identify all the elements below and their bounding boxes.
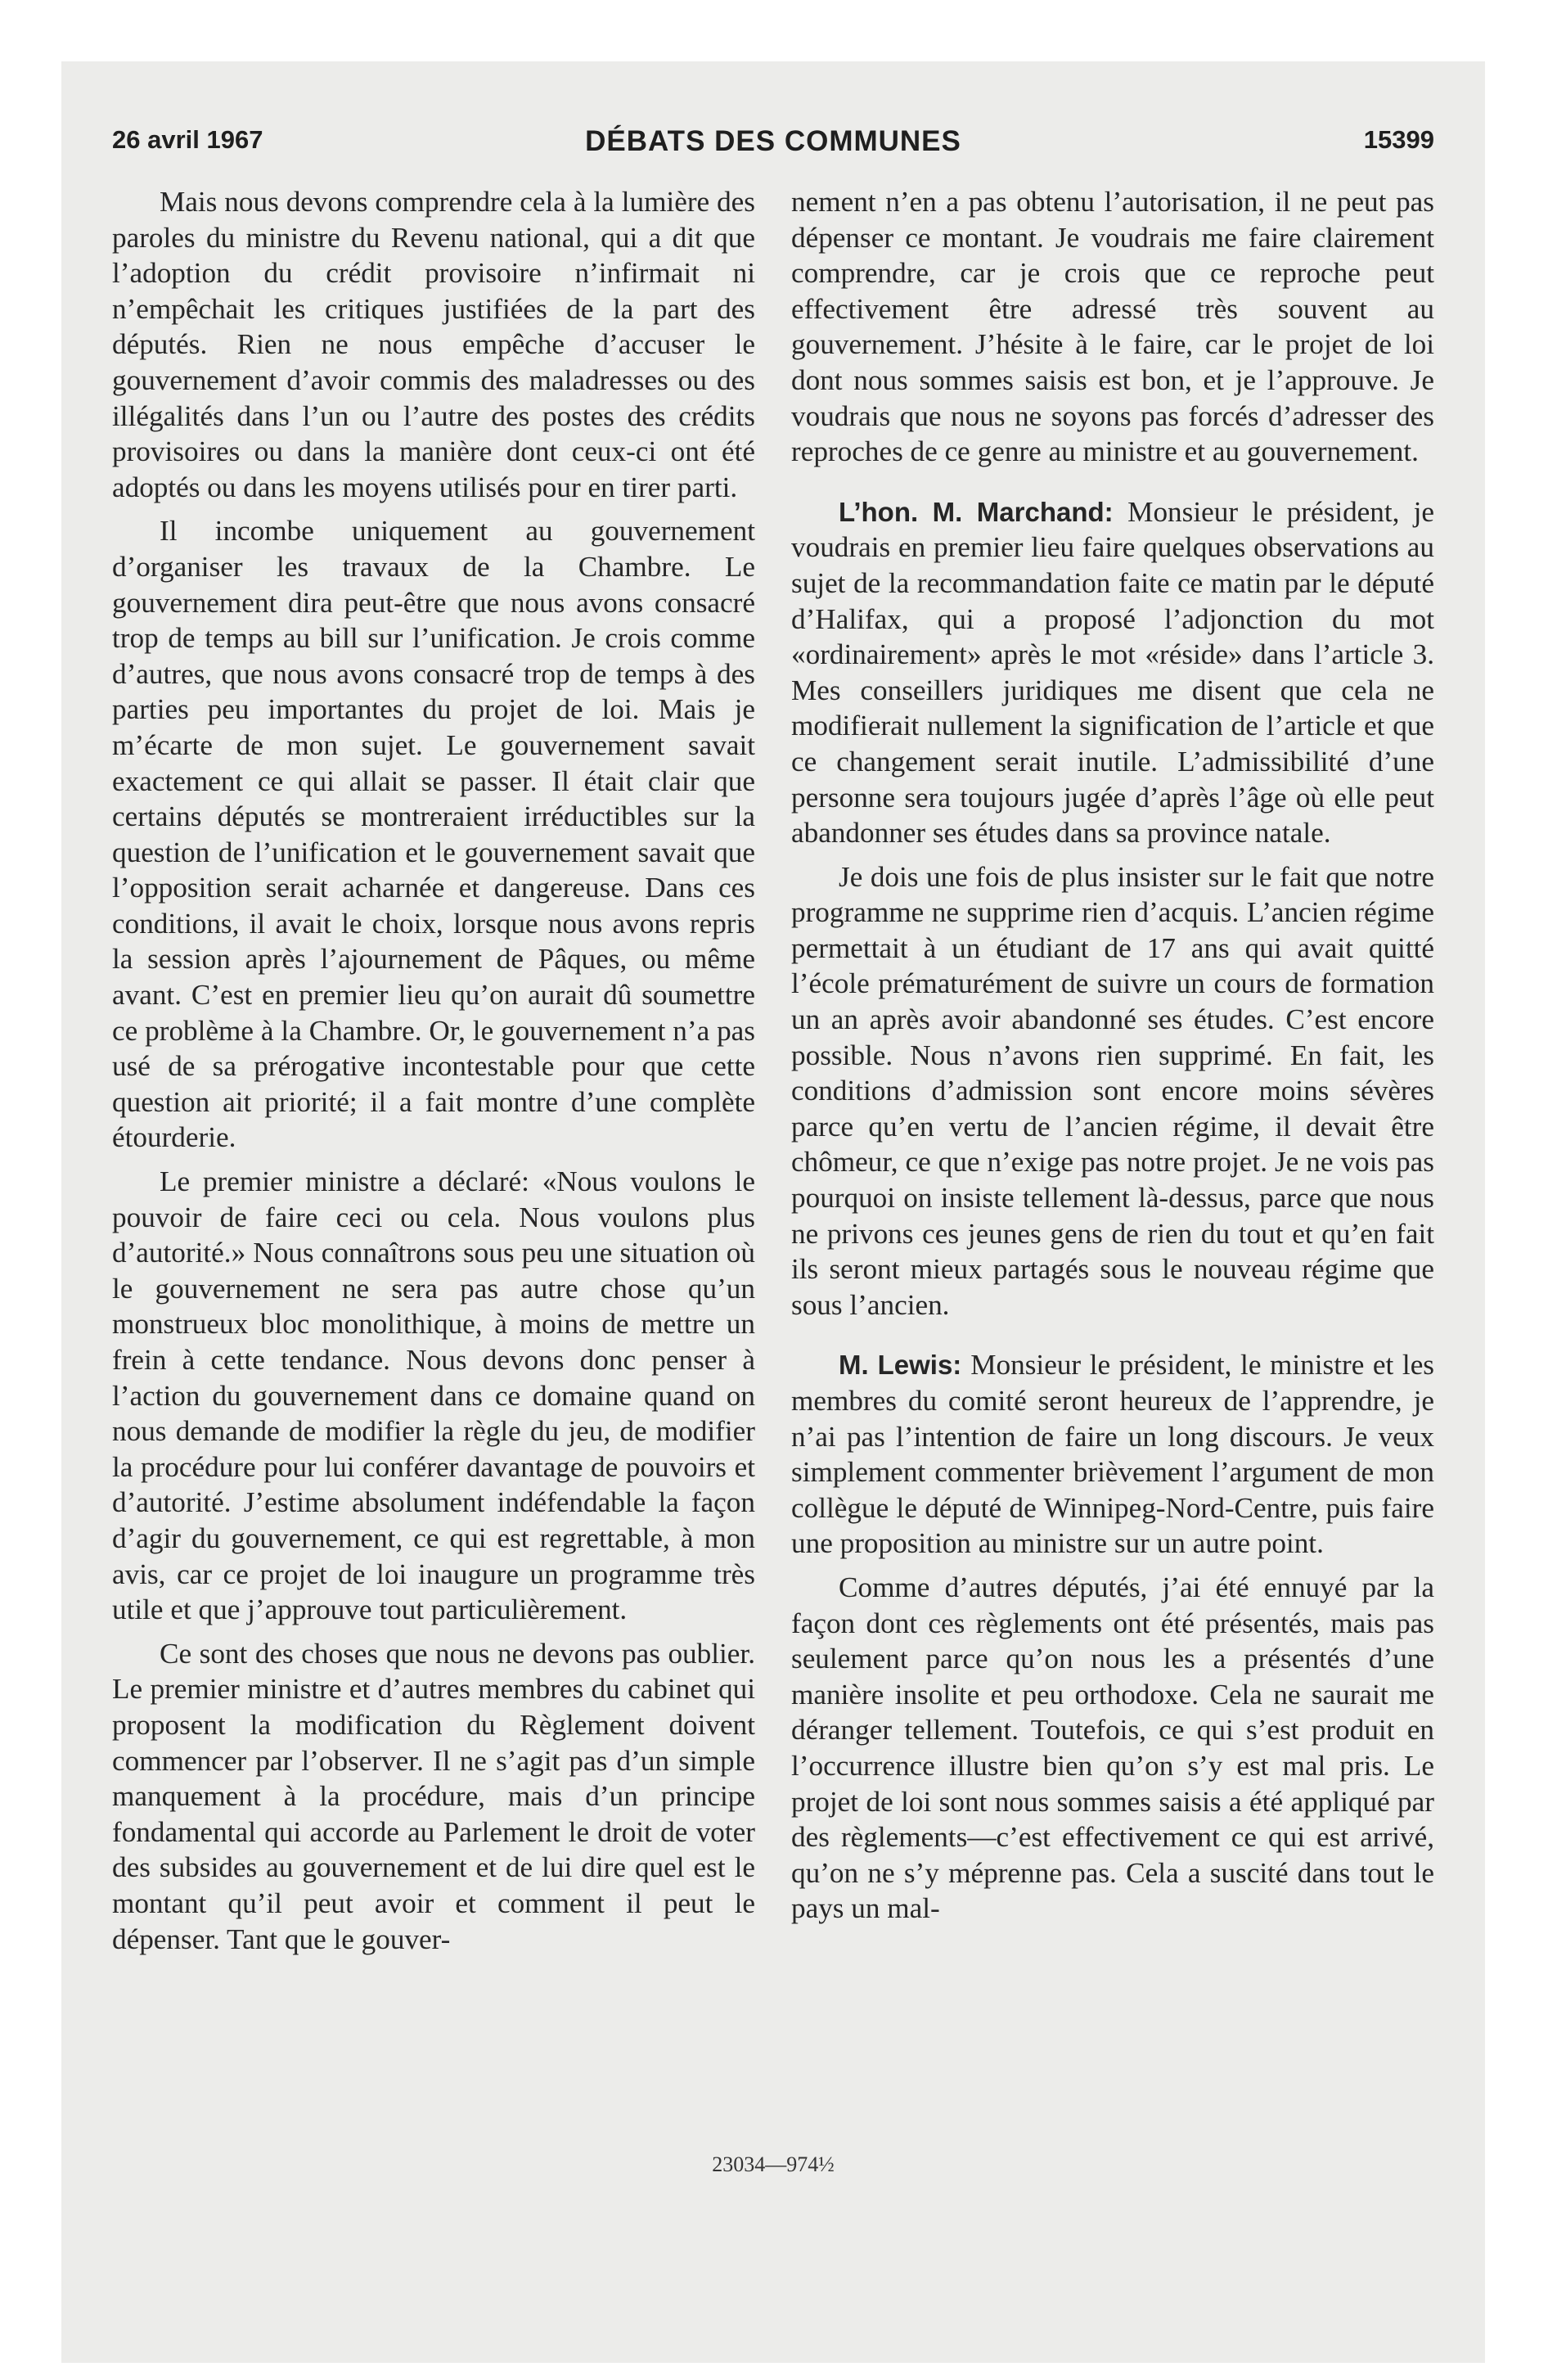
left-column [112, 184, 755, 1965]
speech-text: Monsieur le président, je voudrais en premier lieu faire quelques observations au sujet de la recommandation faite ce matin par le député d’Halifax, qui a proposé l’adjonction du mot «ordinairement» après le mot «réside» dans l’article 3. Mes conseillers juridiques me disent que cela ne modifierait nullement la signification de l’article et que ce changement serait inutile. L’admissibilité d’une personne sera toujours jugée d’après l’âge où elle peut abandonner ses études dans sa province natale. [791, 495, 1434, 850]
page-sheet [61, 61, 1485, 2363]
speaker-name: M. Lewis: [839, 1350, 971, 1381]
paragraph: Mais nous devons comprendre cela à la lumière des paroles du ministre du Revenu national, qui a dit que l’adoption du crédit provisoire n’infirmait ni n’empêchait les critiques justifiées de la part des députés. Rien ne nous empêche d’accuser le gouvernement d’avoir commis des maladresses ou des illégalités dans l’un ou l’autre des postes des crédits provisoires ou dans la manière dont ceux-ci ont été adoptés ou dans les moyens utilisés pour en tirer parti. [112, 186, 755, 503]
right-column [791, 184, 1434, 1935]
paragraph-continuation: nement n’en a pas obtenu l’autorisation, il ne peut pas dépenser ce montant. Je voudrais me faire clairement comprendre, car je crois que ce reproche peut effectivement être adressé très souvent au gouvernement. J’hésite à le faire, car le projet de loi dont nous sommes saisis est bon, et je l’approuve. Je voudrais que nous ne soyons pas forcés d’adresser des reproches de ce genre au ministre et au gouvernement. [791, 186, 1434, 468]
speech-text: Monsieur le président, le ministre et les membres du comité seront heureux de l’apprendre, je n’ai pas l’intention de faire un long discours. Je veux simplement commenter brièvement l’argument de mon collègue le député de Winnipeg-Nord-Centre, puis faire une proposition au ministre sur un autre point. [791, 1349, 1435, 1560]
paragraph: Comme d’autres députés, j’ai été ennuyé par la façon dont ces règlements ont été présentés, mais pas seulement parce qu’on nous les a présentés d’une manière insolite et peu orthodoxe. Cela ne saurait me déranger tellement. Toutefois, ce qui s’est produit en l’occurrence illustre bien qu’on s’y est mal pris. Le projet de loi sont nous sommes saisis a été appliqué par des règlements—c’est effectivement ce qui est arrivé, qu’on ne s’y méprenne pas. Cela a suscité dans tout le pays un mal- [791, 1571, 1434, 1925]
header-date: 26 avril 1967 [112, 125, 263, 154]
speech-lewis [791, 1347, 1434, 1562]
speech-marchand [791, 494, 1434, 851]
paragraph: Ce sont des choses que nous ne devons pas oublier. Le premier ministre et d’autres membres du cabinet qui proposent la modification du Règlement doivent commencer par l’observer. Il ne s’agit pas d’un simple manquement à la procédure, mais d’un principe fondamental qui accorde au Parlement le droit de voter des subsides au gouvernement et de lui dire quel est le montant qu’il peut avoir et comment il peut le dépenser. Tant que le gouver- [112, 1637, 755, 1955]
paragraph: Je dois une fois de plus insister sur le fait que notre programme ne supprime rien d’acquis. L’ancien régime permettait à un étudiant de 17 ans qui avait quitté l’école prématurément de suivre un cours de formation un an après avoir abandonné ses études. C’est encore possible. Nous n’avons rien supprimé. En fait, les conditions d’admission sont encore moins sévères parce qu’en vertu de l’ancien régime, il devait être chômeur, ce que n’exige pas notre projet. Je ne vois pas pourquoi on insiste tellement là-dessus, parce que nous ne privons ces jeunes gens de rien du tout et qu’en fait ils seront mieux partagés sous le nouveau régime que sous l’ancien. [791, 860, 1434, 1321]
printer-signature: 23034—974½ [712, 2152, 835, 2176]
header-title: DÉBATS DES COMMUNES [585, 125, 961, 157]
header-page-number: 15399 [1363, 125, 1434, 154]
speaker-name: L’hon. M. Marchand: [839, 496, 1128, 527]
paragraph: Le premier ministre a déclaré: «Nous voulons le pouvoir de faire ceci ou cela. Nous voulons plus d’autorité.» Nous connaîtrons sous peu une situation où le gouvernement ne sera pas autre chose qu’un monstrueux bloc monolithique, à moins de mettre un frein à cette tendance. Nous devons donc penser à l’action du gouvernement dans ce domaine quand on nous demande de modifier la règle du jeu, de modifier la procédure pour lui conférer davantage de pouvoirs et d’autorité. J’estime absolument indéfendable la façon d’agir du gouvernement, ce qui est regrettable, à mon avis, car ce projet de loi inaugure un programme très utile et que j’approuve tout particulièrement. [112, 1165, 755, 1626]
page-header [112, 125, 1434, 174]
paragraph: Il incombe uniquement au gouvernement d’organiser les travaux de la Chambre. Le gouvernement dira peut-être que nous avons consacré trop de temps au bill sur l’unification. Je crois comme d’autres, que nous avons consacré trop de temps à des parties peu importantes du projet de loi. Mais je m’écarte de mon sujet. Le gouvernement savait exactement ce qui allait se passer. Il était clair que certains députés se montreraient irréductibles sur la question de l’unification et le gouvernement savait que l’opposition serait acharnée et dangereuse. Dans ces conditions, il avait le choix, lorsque nous avons repris la session après l’ajournement de Pâques, ou même avant. C’est en premier lieu qu’on aurait dû soumettre ce problème à la Chambre. Or, le gouvernement n’a pas usé de sa prérogative incontestable pour que cette question ait priorité; il a fait montre d’une complète étourderie. [112, 515, 755, 1154]
